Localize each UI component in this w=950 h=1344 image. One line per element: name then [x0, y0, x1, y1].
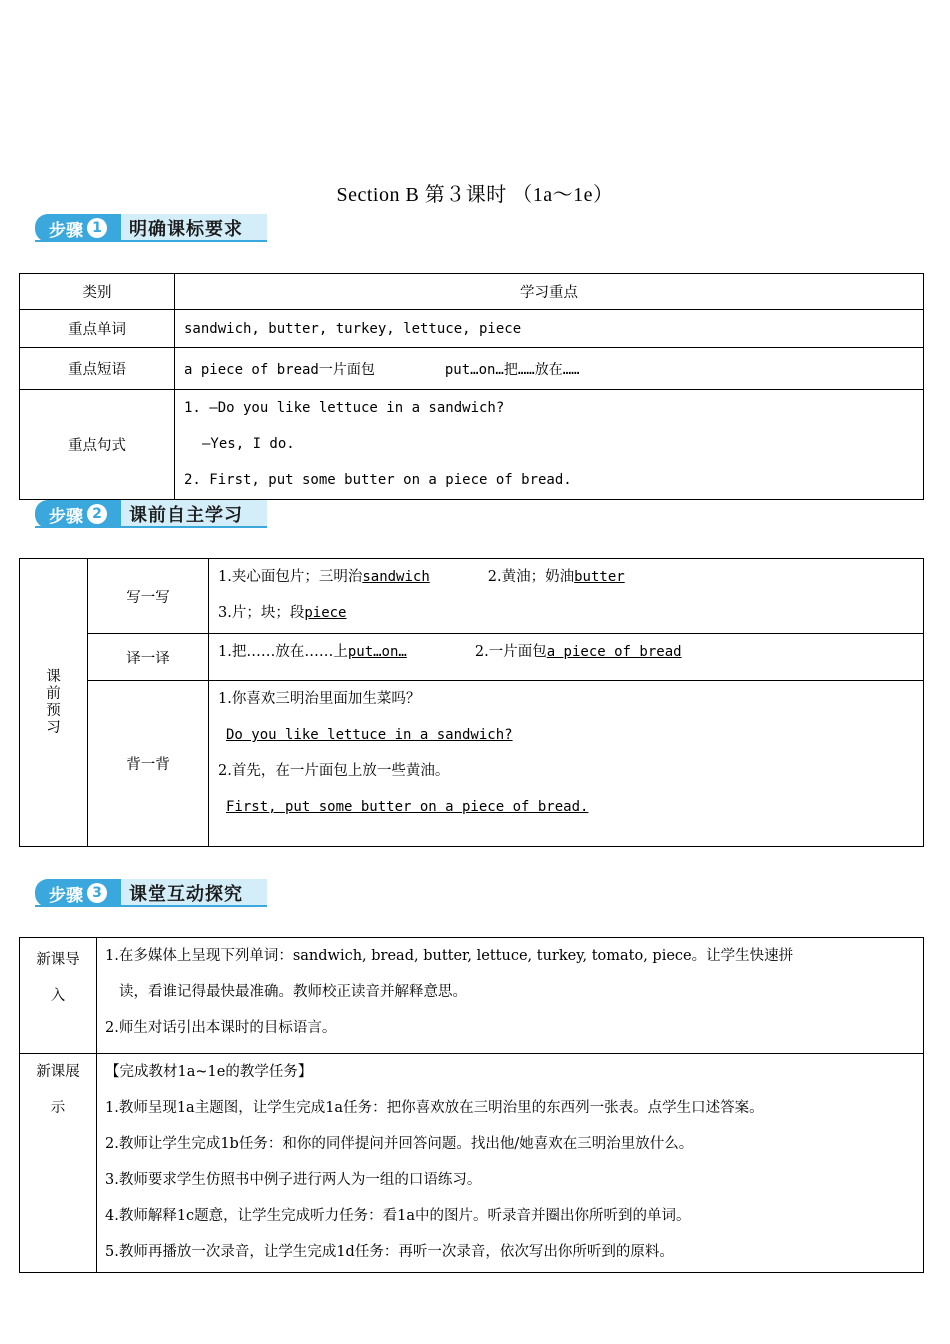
recite-label: 背一背 — [88, 681, 209, 847]
words-value: sandwich, butter, turkey, lettuce, piece — [175, 310, 924, 348]
classroom-table — [19, 937, 924, 1273]
intro-content: 1.在多媒体上呈现下列单词：sandwich, bread, butter, lettuce, turkey, tomato, piece。让学生快速拼 读，看谁记得最快最准确。教师校正读音并解释意思。 2.师生对话引出本课时的目标语言。 — [97, 938, 924, 1054]
words-label: 重点单词 — [20, 310, 175, 348]
step-badge: 步骤 2 — [35, 500, 121, 528]
step-number: 2 — [87, 504, 107, 524]
sentences-label: 重点句式 — [20, 390, 175, 500]
step-1-header — [35, 214, 267, 242]
page-title: Section B 第３课时 （1a～1e） — [336, 184, 614, 206]
show-label: 新课展 示 — [20, 1054, 97, 1273]
header-focus: 学习重点 — [175, 274, 924, 310]
preview-side-label: 课 前 预 习 — [20, 559, 88, 847]
step-2-header — [35, 500, 267, 528]
step-label: 课堂互动探究 — [121, 879, 267, 907]
write-content: 1.夹心面包片；三明治sandwich 2.黄油；奶油butter 3.片；块；段piece — [209, 559, 924, 634]
write-label: 写一写 — [88, 559, 209, 634]
translate-content: 1.把……放在……上put…on… 2.一片面包a piece of bread — [209, 634, 924, 681]
step-badge: 步骤 1 — [35, 214, 121, 242]
phrases-label: 重点短语 — [20, 348, 175, 390]
header-category: 类别 — [20, 274, 175, 310]
phrases-value: a piece of bread一片面包 put…on…把……放在…… — [175, 348, 924, 390]
step-number: 1 — [87, 218, 107, 238]
translate-label: 译一译 — [88, 634, 209, 681]
step-label: 课前自主学习 — [121, 500, 267, 528]
recite-content: 1.你喜欢三明治里面加生菜吗？ Do you like lettuce in a sandwich? 2.首先，在一片面包上放一些黄油。 First, put some butter on a piece of bread. — [209, 681, 924, 847]
step-number: 3 — [87, 883, 107, 903]
show-content: 【完成教材1a~1e的教学任务】 1.教师呈现1a主题图，让学生完成1a任务：把你喜欢放在三明治里的东西列一张表。点学生口述答案。 2.教师让学生完成1b任务：和你的同伴提问并回答问题。找出他/她喜欢在三明治里放什么。 3.教师要求学生仿照书中例子进行两人为一组的口语练习。 4.教师解释1c题意，让学生完成听力任务：看1a中的图片。听录音并圈出你所听到的单词。 5.教师再播放一次录音，让学生完成1d任务：再听一次录音，依次写出你所听到的原料。 — [97, 1054, 924, 1273]
sentences-value: 1. —Do you like lettuce in a sandwich? —Yes, I do. 2. First, put some butter on a piece of bread. — [175, 390, 924, 500]
preview-table — [19, 558, 924, 847]
step-badge: 步骤 3 — [35, 879, 121, 907]
step-3-header — [35, 879, 267, 907]
intro-label: 新课导 入 — [20, 938, 97, 1054]
step-label: 明确课标要求 — [121, 214, 267, 242]
course-objectives-table — [19, 273, 924, 500]
